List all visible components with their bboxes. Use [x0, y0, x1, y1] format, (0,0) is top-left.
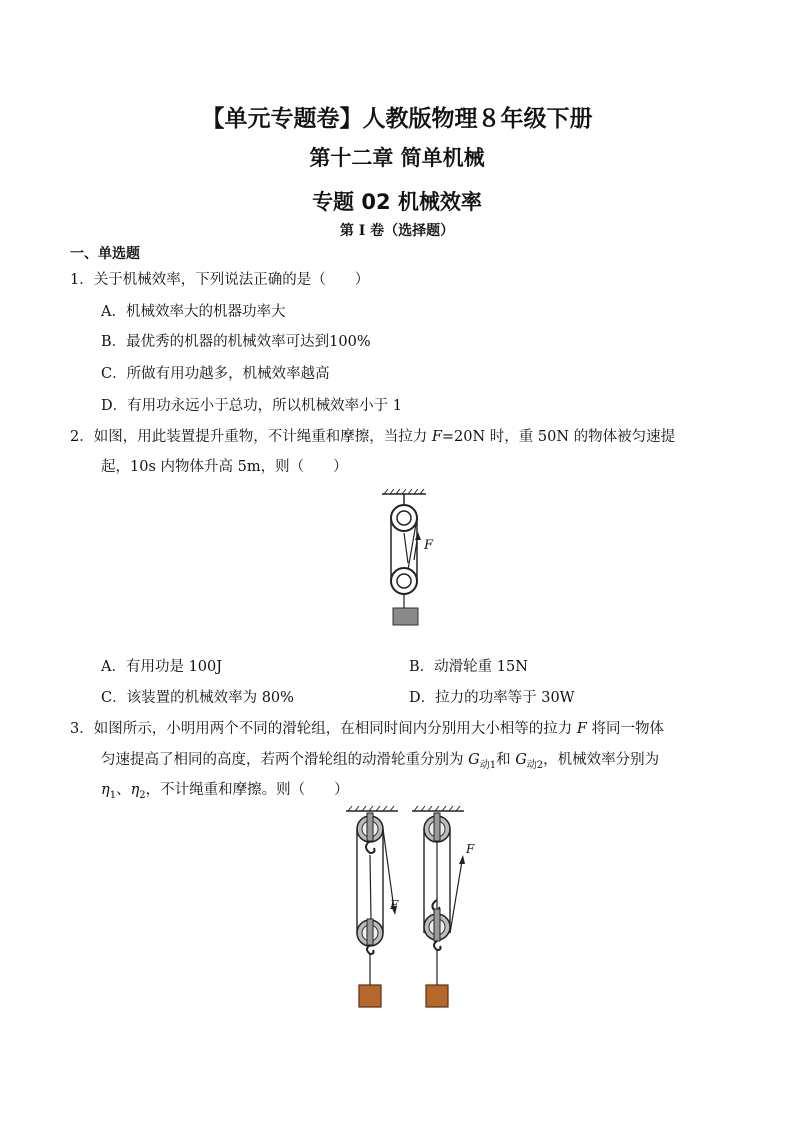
- q2-option-b[interactable]: B．动滑轮重 15N: [409, 659, 528, 675]
- section-heading: 一、单选题: [70, 246, 140, 262]
- q1-option-d[interactable]: D．有用功永远小于总功，所以机械效率小于 1: [101, 398, 402, 414]
- q3-eta2-subscript: 2: [139, 789, 146, 801]
- q2-stem-line2: 起，10s 内物体升高 5m，则（ ）: [101, 459, 348, 475]
- q3-stem-line3: [101, 778, 349, 801]
- q1-option-c[interactable]: C．所做有用功越多，机械效率越高: [101, 366, 330, 382]
- q3-pulley-figure: [340, 805, 480, 1010]
- q1-option-a[interactable]: A．机械效率大的机器功率大: [101, 304, 286, 320]
- page-title: 【单元专题卷】人教版物理８年级下册: [201, 106, 593, 132]
- volume-subtitle: 第 I 卷（选择题）: [339, 223, 455, 239]
- chapter-title: 第十二章 简单机械: [309, 146, 485, 170]
- q1-option-b[interactable]: B．最优秀的机器的机械效率可达到100%: [101, 334, 371, 350]
- q2-stem-force-symbol: F: [431, 429, 442, 445]
- q2-figure-force-label: F: [424, 538, 434, 553]
- q3-g2-subscript: 动2: [526, 759, 544, 771]
- q3-stem-part: 将同一物体: [586, 721, 665, 737]
- q3-figure-force-label-right: F: [466, 842, 475, 856]
- q3-g2-symbol: G: [515, 752, 527, 768]
- q1-stem: 1．关于机械效率，下列说法正确的是（ ）: [70, 272, 370, 288]
- q3-stem-part: ，不计绳重和摩擦。则（ ）: [145, 782, 349, 798]
- q3-stem-part: 和: [496, 752, 516, 768]
- q3-figure-force-label-left: F: [390, 898, 399, 912]
- q3-stem-force-symbol: F: [576, 721, 587, 737]
- q2-stem-part: 2．如图，用此装置提升重物，不计绳重和摩擦，当拉力: [70, 429, 432, 445]
- q2-option-d[interactable]: D．拉力的功率等于 30W: [409, 690, 575, 706]
- q3-eta1-symbol: η: [101, 782, 110, 798]
- q2-option-c[interactable]: C．该装置的机械效率为 80%: [101, 690, 294, 706]
- q3-g1-symbol: G: [468, 752, 480, 768]
- q3-eta1-subscript: 1: [109, 789, 117, 801]
- q3-separator: 、: [116, 782, 131, 798]
- q3-stem-line1: [70, 717, 664, 738]
- q2-pulley-figure: [370, 488, 440, 638]
- q3-stem-part: 3．如图所示，小明用两个不同的滑轮组，在相同时间内分别用大小相等的拉力: [70, 721, 577, 737]
- q3-stem-line2: [101, 748, 659, 771]
- q3-stem-part: ，机械效率分别为: [543, 752, 660, 768]
- q2-stem-line1: [70, 425, 675, 446]
- q3-stem-part: 匀速提高了相同的高度，若两个滑轮组的动滑轮重分别为: [101, 752, 469, 768]
- q2-stem-part: =20N 时，重 50N 的物体被匀速提: [441, 429, 676, 445]
- q2-option-a[interactable]: A．有用功是 100J: [101, 659, 223, 675]
- q3-g1-subscript: 动1: [479, 759, 497, 771]
- q3-eta2-symbol: η: [130, 782, 140, 798]
- topic-title: 专题 02 机械效率: [312, 190, 482, 214]
